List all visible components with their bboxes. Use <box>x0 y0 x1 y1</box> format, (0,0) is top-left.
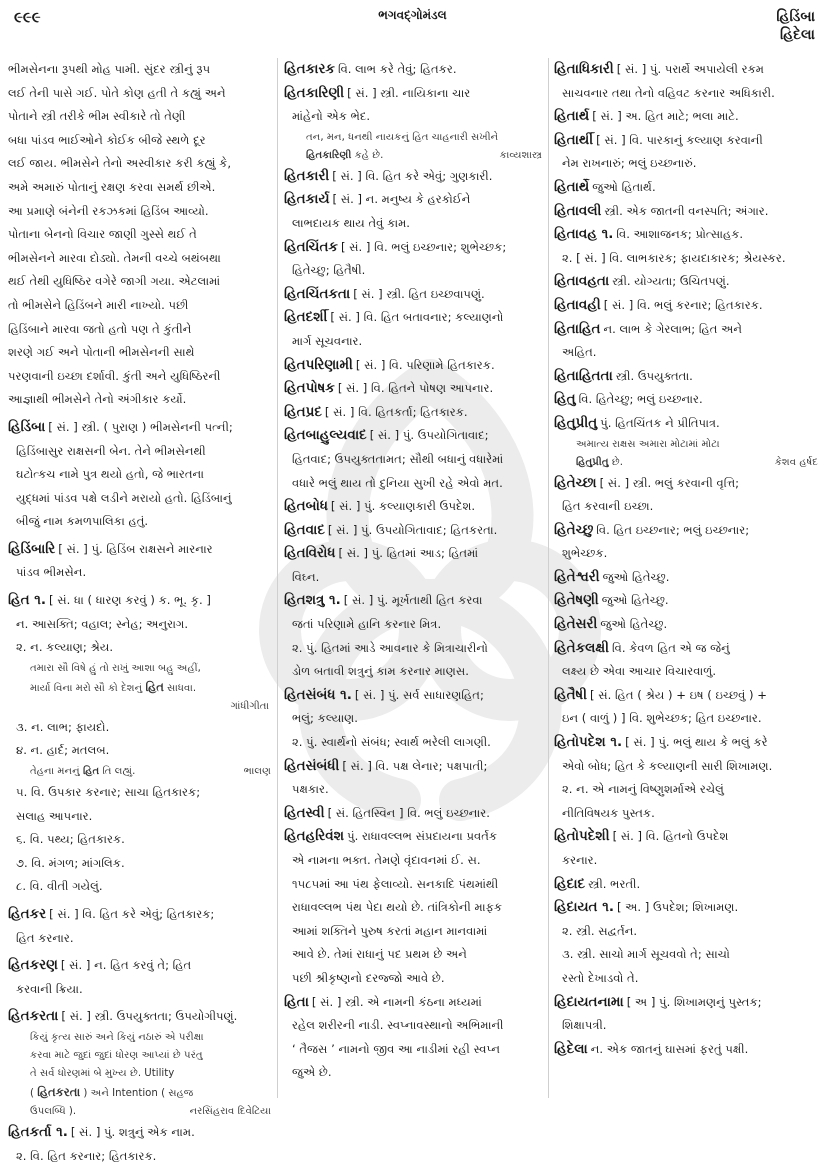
headword: હિતસ્વી <box>284 804 325 821</box>
continued-text-line: શરણે ગઈ અને પોતાની ભીમસેનની સાથે <box>8 345 195 360</box>
guide-word-last: હિદેલા <box>780 27 815 43</box>
headword: હિતદર્શી <box>284 309 328 326</box>
headword: હિતપ્રદ <box>284 403 322 420</box>
definition-text: [ સં. ] અ. હિત માટે; ભલા માટે. <box>592 109 739 124</box>
definition-text: [ સં. ] પું. કલ્યાણકારી ઉપદેશ. <box>330 499 476 514</box>
definition-line: ભલું; કલ્યાણ. <box>292 711 358 726</box>
headword: હિતાવહ ૧. <box>554 226 614 243</box>
definition-text: [ અ ] પું. શિખામણનું પુસ્તક; <box>626 994 762 1009</box>
page-header <box>0 0 825 52</box>
definition-line: ૨. પું. હિતમાં આડે આવનાર કે મિત્રાચારીનો <box>292 640 488 655</box>
dictionary-entry <box>554 519 818 543</box>
definition-line: સલાહ આપનાર. <box>16 808 93 823</box>
running-title: ભગવદ્ગોમંડલ <box>378 8 447 22</box>
quotation-text-after: કહે છે. <box>351 149 384 161</box>
quotation-line <box>284 129 542 147</box>
continued-text-line: આજ્ઞાથી ભીમસેને તેનો અંગીકાર કર્યો. <box>8 392 187 407</box>
definition-line: હિતવાદ; ઉપયુક્તતામત; સૌથી બધાનું વધારેમાં <box>292 451 504 466</box>
definition-text: [ સં. ] પું. ઉપયોગિતાવાદ; <box>369 428 489 443</box>
dictionary-entry <box>284 424 542 448</box>
continued-text-line: પોતાને સ્ત્રી તરીકે ભીમ સ્વીકારે તો તેણી <box>8 109 186 124</box>
definition-line: ૨. વિ. હિત કરનાર; હિતકારક. <box>16 1148 157 1163</box>
quotation-text-after: તિ લહ્યું. <box>99 766 136 778</box>
definition-text: [ સં. ] વિ. હિતકર્તા; હિતકારક. <box>324 404 468 419</box>
headword: હિતપરિણામી <box>284 356 353 373</box>
dictionary-entry <box>554 896 818 920</box>
citation-source: ગાંધીગીતા <box>230 700 269 712</box>
quotation-line <box>8 1065 271 1083</box>
dictionary-entry <box>554 613 818 637</box>
headword: હિતેકલક્ષી <box>554 639 609 656</box>
definition-text: [ સં. ] વિ. હિતનો ઉપદેશ <box>612 829 729 844</box>
definition-line: રાધાવલ્લભ પંથ પેદા થયો છે. તાંત્રિકોની માફક <box>292 900 503 915</box>
dictionary-entry <box>554 176 818 200</box>
definition-line: ૨. [ સં. ] વિ. લાભકારક; ફાયદાકારક; શ્રેયસ્કર. <box>562 250 786 265</box>
quotation-line <box>8 678 271 698</box>
quotation-text: ઉપલબ્ધિ ). <box>30 1105 77 1117</box>
headword: હિતુ <box>554 391 576 408</box>
dictionary-entry <box>284 82 542 106</box>
definition-text: [ સં. ] પું. પરાર્થે અપાયેલી રકમ <box>616 62 764 76</box>
headword: હિતાધિકારી <box>554 61 614 77</box>
definition-text: વિ. આશાજનક; પ્રોત્સાહક. <box>616 227 744 242</box>
headword: હિડિંબા <box>8 418 46 435</box>
definition-line: પછી શ્રીકૃષ્ણનો દરજ્જો આવે છે. <box>292 970 445 985</box>
definition-line: રસ્તો દેખાડવો તે. <box>562 970 639 985</box>
definition-line: ૩. સ્ત્રી. સાચો માર્ગ સૂચવવો તે; સાચો <box>562 947 730 962</box>
definition-text: [ સં. ] પું. હિતમાં આડ; હિતમાં <box>338 546 479 561</box>
dictionary-entry <box>554 472 818 496</box>
definition-text: [ સં. ] પું. ભલું થાય કે ભલું કરે <box>625 735 768 750</box>
quoted-headword: હિતુપ્રીતુ <box>576 456 609 468</box>
continued-text-line: ભીમસેનના રૂપથી મોહ પામી. સુંદર સ્ત્રીનું રૂપ <box>8 62 211 76</box>
dictionary-entry <box>554 129 818 153</box>
dictionary-entry <box>554 270 818 294</box>
quoted-headword: હિત <box>82 766 100 778</box>
headword: હિતચિંતકતા <box>284 285 351 302</box>
headword: હિતકારિણી <box>284 84 345 101</box>
definition-line: ડોળ બતાવી શત્રુનું કામ કરનાર માણસ. <box>292 664 469 679</box>
definition-line: માંહેનો એક ભેદ. <box>292 109 371 124</box>
definition-line: વિઘ્ન. <box>292 569 320 584</box>
headword: હિતકરણ <box>8 957 58 974</box>
headword: હિતેષણી <box>554 592 599 609</box>
headword: હિતાવહતા <box>554 273 610 290</box>
definition-line: આમાં શક્તિને પુરુષ કરતાં મહાન માનવામાં <box>292 923 488 938</box>
definition-line: પાંડવ ભીમસેન. <box>16 565 87 580</box>
dictionary-entry <box>284 684 542 708</box>
quotation-with-citation <box>554 454 818 472</box>
headword: હિત ૧. <box>8 592 47 609</box>
dictionary-entry <box>284 306 542 330</box>
definition-line: હિત કરવાની ઇચ્છા. <box>562 499 654 514</box>
definition-line: ૫. વિ. ઉપકાર કરનાર; સાચા હિતકારક; <box>16 785 201 800</box>
dictionary-entry <box>284 755 542 779</box>
continued-text-line: લઈ તેની પાસે ગઈ. પોતે કોણ હતી તે કહ્યું અને <box>8 85 226 100</box>
dictionary-entry <box>284 991 542 1015</box>
quotation-line <box>554 436 818 454</box>
definition-line: એ નામના ભક્ત. તેમણે વૃંદાવનમાં ઈ. સ. <box>292 853 481 867</box>
quotation-with-citation <box>8 763 271 781</box>
quotation-text: તે સર્વ ધોરણમાં બે મુખ્ય છે. Utility <box>30 1067 175 1079</box>
headword: હિદાયતનામા <box>554 993 624 1010</box>
definition-line: લક્ષ્ય છે એવા આચાર વિચારવાળું. <box>562 664 717 679</box>
definition-line: વધારે ભલું થાય તો દુનિયા સુખી રહે એવો મત. <box>292 475 503 490</box>
headword: હિતેચ્છા <box>554 474 597 491</box>
definition-line: ૨. ન. કલ્યાણ; શ્રેય. <box>16 640 114 655</box>
dictionary-entry <box>554 388 818 412</box>
definition-text: [ સં. હિતસ્વિન ] વિ. ભલું ઇચ્છનાર. <box>327 805 490 820</box>
quotation-line <box>576 454 623 472</box>
continued-text-line: લઈ જાય. ભીમસેને તેનો અસ્વીકાર કરી કહ્યું કે, <box>8 156 232 171</box>
definition-text: [ સં. ] વિ. પરિણામે હિતકારક. <box>355 357 495 372</box>
headword: હિતબાહુલ્યવાદ <box>284 427 367 444</box>
dictionary-entry <box>554 1038 818 1062</box>
dictionary-entry <box>554 318 818 342</box>
page-number: ૯૯૯ <box>14 8 41 26</box>
headword: હિતબોધ <box>284 498 328 515</box>
definition-text: [ સં. ] સ્ત્રી. એ નામની કંઠના મધ્યમાં <box>311 994 482 1009</box>
citation-source: કાવ્યશાસ્ત્ર <box>499 149 542 161</box>
definition-line: હિડિંબાસુર રાક્ષસની બેન. તેને ભીમસેનથી <box>16 443 206 458</box>
definition-line: ૭. વિ. મંગળ; માંગલિક. <box>16 855 125 870</box>
headword: હિતાહિતતા <box>554 367 613 384</box>
dictionary-entry <box>554 566 818 590</box>
definition-line: ૮. વિ. વીતી ગયેલું. <box>16 879 103 894</box>
quotation-text: તમારા સૌ વિષે હું તો રાખું આશા બહુ અહીં, <box>30 662 201 674</box>
headword: હિતા <box>284 993 309 1010</box>
quotation-line <box>30 1103 76 1121</box>
dictionary-entry <box>8 538 271 562</box>
definition-line: હિતેચ્છુ; હિતૈષી. <box>292 263 366 278</box>
column-right <box>554 58 818 1108</box>
dictionary-entry <box>284 802 542 826</box>
definition-line: નેમ રાખનારું; ભલું ઇચ્છનારું. <box>562 156 697 171</box>
definition-line: ઇન ( વાળું ) ] વિ. શુભેચ્છક; હિત ઇચ્છનાર. <box>562 711 762 726</box>
quoted-headword: હિતકરતા <box>37 1084 81 1099</box>
dictionary-entry <box>8 954 271 978</box>
headword: હિતવિરોધ <box>284 545 336 562</box>
definition-text: [ સં. ] વિ. હિત કરે એવું; હિતકારક; <box>49 907 215 921</box>
definition-text: [ સં. ] સ્ત્રી. હિત ઇચ્છવાપણું. <box>353 286 485 301</box>
definition-line: સાચવનાર તથા તેનો વહિવટ કરનાર અધિકારી. <box>562 85 775 100</box>
definition-text: [ સં. હિત ( શ્રેય ) + ઇષ ( ઇચ્છવું ) + <box>590 687 767 702</box>
definition-text: ન. એક જાતનું ઘાસમાં ફરતું પક્ષી. <box>590 1041 749 1056</box>
dictionary-entry <box>8 1121 271 1145</box>
definition-line: શિક્ષાપત્રી. <box>562 1018 607 1033</box>
headword: હિતુપ્રીતુ <box>554 414 598 431</box>
dictionary-entry <box>554 684 818 708</box>
definition-text: [ સં. ધા ( ધારણ કરવું ) ક. ભૂ. કૃ. ] <box>49 593 211 608</box>
definition-text: [ સં. ] વિ. પારકાનું કલ્યાણ કરવાની <box>596 132 763 147</box>
definition-text: જુઓ હિતેચ્છુ. <box>601 593 669 608</box>
headword: હિતકરતા <box>8 1008 59 1025</box>
headword: હિતહરિવંશ <box>284 828 345 845</box>
column-left <box>8 58 271 1163</box>
dictionary-entry <box>284 236 542 260</box>
definition-text: [ સં. ] પું. મૂર્ખતાથી હિત કરવા <box>343 593 483 608</box>
dictionary-entry <box>554 223 818 247</box>
definition-line: અહિત. <box>562 345 597 360</box>
headword: હિતાવહી <box>554 296 601 313</box>
headword: હિતાર્થે <box>554 178 590 195</box>
definition-line: બીજું નામ કમળપાલિકા હતું. <box>16 514 149 529</box>
continued-text-line: થઈ તેથી યુધિષ્ઠિર વગેરે જાગી ગયા. એટલામાં <box>8 274 221 289</box>
definition-line: ૨. સ્ત્રી. સદ્વર્તન. <box>562 923 638 938</box>
headword: હિતાર્થ <box>554 108 590 125</box>
quotation-text: ( <box>30 1087 34 1099</box>
definition-text: વિ. કેવળ હિત એ જ જેનું <box>612 640 730 655</box>
definition-line: લાભદાયક થાય તેવું કામ. <box>292 215 410 230</box>
quotation-line <box>8 660 271 678</box>
definition-line: યુદ્ધમાં પાંડવ પક્ષે લડીને મરાયો હતો. હિડિંબાનું <box>16 490 232 505</box>
dictionary-entry <box>284 354 542 378</box>
definition-line: જતાં પરિણામે હાનિ કરનાર મિત્ર. <box>292 617 442 632</box>
definition-text: જુઓ હિતેચ્છુ. <box>602 569 670 584</box>
definition-text: [ સં. ] ન. હિત કરવું તે; હિત <box>60 958 192 973</box>
dictionary-entry <box>284 58 542 82</box>
definition-line: ૩. ન. લાભ; ફાયદો. <box>16 719 110 734</box>
dictionary-entry <box>554 412 818 436</box>
citation-source: કેશવ હર્ષદ <box>774 456 818 468</box>
headword: હિતેચ્છુ <box>554 521 594 538</box>
headword: હિદાયત ૧. <box>554 899 614 916</box>
definition-text: ન. લાભ કે ગેરલાભ; હિત અને <box>603 321 742 336</box>
headword: હિતસંબંધી <box>284 757 340 774</box>
definition-text: વિ. લાભ કરે તેવું; હિતકર. <box>337 62 457 76</box>
dictionary-entry <box>284 589 542 613</box>
definition-text: [ સં. ] વિ. હિત બતાવનાર; કલ્યાણનો <box>330 310 504 325</box>
headword: હિતશત્રુ ૧. <box>284 592 341 609</box>
dictionary-entry <box>554 365 818 389</box>
headword: હિતકારક <box>284 61 335 77</box>
definition-text: [ સં. ] વિ. હિત કરે એવું; ગુણકારી. <box>332 168 493 183</box>
dictionary-entry <box>8 416 271 440</box>
headword: હિતકારી <box>284 167 330 184</box>
headword: હિતેસરી <box>554 616 598 633</box>
headword: હિદેલા <box>554 1040 588 1057</box>
definition-text: [ સં. ] વિ. પક્ષ લેનાર; પક્ષપાતી; <box>342 758 488 773</box>
definition-line: ‘ તૈજસ ’ નામનો જીવ આ નાડીમાં રહી સ્વપ્ન <box>292 1041 500 1056</box>
quotation-text-after: છે. <box>608 456 623 468</box>
headword: હિતવાદ <box>284 521 325 538</box>
definition-text: સ્ત્રી. યોગ્યતા; ઉચિતપણું. <box>612 274 730 289</box>
definition-text: [ સં. ] પું. હિડિંબ રાક્ષસને મારનાર <box>58 541 213 556</box>
dictionary-entry <box>554 58 818 82</box>
dictionary-entry <box>8 589 271 613</box>
headword: હિતાર્થી <box>554 131 594 148</box>
definition-text: [ સં. ] સ્ત્રી. નાયિકાના ચાર <box>347 85 471 100</box>
dictionary-entry <box>554 731 818 755</box>
headword: હિતકર્તા ૧. <box>8 1123 68 1140</box>
dictionary-entry <box>554 637 818 661</box>
dictionary-entry <box>554 991 818 1015</box>
definition-text: વિ. હિત ઇચ્છનાર; ભલું ઇચ્છનાર; <box>596 522 750 537</box>
quotation-with-citation <box>284 147 542 165</box>
definition-text: પું. રાધાવલ્લભ સંપ્રદાયના પ્રવર્તક <box>347 829 498 844</box>
quotation-text-after: ) અને Intention ( સહજ <box>80 1087 194 1099</box>
dictionary-entry <box>554 200 818 224</box>
dictionary-entry <box>554 873 818 897</box>
dictionary-entry <box>284 542 542 566</box>
quotation-text: તેહના મનનું <box>30 766 80 778</box>
guide-word-first: હિડિંબા <box>776 9 815 25</box>
definition-text: જુઓ હિતાર્થ. <box>592 179 656 194</box>
quotation-text: તન, મન, ધનથી નાયકનું હિત ચાહનારી સખીને <box>306 131 499 143</box>
continued-text-line: પરણવાની ઇચ્છા દર્શાવી. કુંતી અને યુધિષ્ઠિરની <box>8 368 221 383</box>
definition-line: ન. આસક્તિ; વહાલ; સ્નેહ; અનુરાગ. <box>16 616 189 631</box>
dictionary-entry <box>554 589 818 613</box>
continued-text-line: બધા પાંડવ ભાઈઓને કોઈક બીજે સ્થળે દૂર <box>8 132 206 147</box>
definition-line: ઘટોત્કચ નામે પુત્ર થયો હતો, જે ભારતના <box>16 467 204 482</box>
quoted-headword: હિત <box>145 679 164 694</box>
dictionary-entry <box>284 519 542 543</box>
continued-text-line: હિડિંબાને મારવા જતો હતો પણ તે કુંતીને <box>8 321 192 336</box>
dictionary-entry <box>284 825 542 849</box>
headword: હિતાહિત <box>554 320 601 337</box>
quotation-line <box>8 1029 271 1047</box>
quotation-line <box>306 147 383 165</box>
quotation-line <box>8 1083 271 1103</box>
headword: હિતચિંતક <box>284 238 338 255</box>
dictionary-entry <box>554 105 818 129</box>
dictionary-entry <box>284 165 542 189</box>
dictionary-entry <box>284 188 542 212</box>
quotation-text: માર્યા વિના મરો સૌ કો દેશનું <box>30 682 143 694</box>
continued-text-line: તો ભીમસેને હિડિંબને મારી નાખ્યો. પછી <box>8 297 189 312</box>
definition-text: [ સં. ] વિ. હિતને પોષણ આપનાર. <box>337 381 494 396</box>
dictionary-entry <box>554 294 818 318</box>
continued-text-line: પોતાના બેનનો વિચાર જાણી ગુસ્સે થઈ તે <box>8 227 197 242</box>
quotation-line <box>30 763 135 781</box>
quotation-line <box>8 1047 271 1065</box>
definition-text: [ સં. ] સ્ત્રી. ભલું કરવાની વૃત્તિ; <box>599 475 740 490</box>
definition-line: હિત કરનાર. <box>16 930 74 945</box>
definition-text: [ સં. ] પું. શત્રુનું એક નામ. <box>70 1124 195 1139</box>
dictionary-entry <box>8 903 271 927</box>
dictionary-columns <box>0 58 825 1163</box>
definition-text: [ સં. ] વિ. ભલું કરનાર; હિતકારક. <box>603 297 763 312</box>
definition-text: વિ. હિતેચ્છુ; ભલું ઇચ્છનાર. <box>578 392 703 407</box>
headword: હિતપોષક <box>284 380 335 397</box>
quotation-text: અમાત્ય રાક્ષસ અમારા મોટામાં મોટા <box>576 438 720 450</box>
definition-line: જુએ છે. <box>292 1065 332 1080</box>
citation-source: ભાલણ <box>243 766 271 778</box>
definition-line: પક્ષકાર. <box>292 782 329 797</box>
dictionary-entry <box>284 283 542 307</box>
quotation-text: કરવા માટે જુદાં જુદાં ધોરણ આપ્યાં છે પરંતુ <box>30 1049 203 1061</box>
headword: હિતૈષી <box>554 686 588 703</box>
definition-line: એવો બોધ; હિત કે કલ્યાણની સારી શિખામણ. <box>562 758 773 773</box>
dictionary-entry <box>284 495 542 519</box>
continued-text-line: ભીમસેનને મારવા દોડ્યો. તેમની વચ્ચે બથંબથા <box>8 250 221 265</box>
definition-line: શુભેચ્છક. <box>562 546 608 561</box>
dictionary-entry <box>284 401 542 425</box>
headword: હિતાવલી <box>554 202 602 219</box>
definition-text: સ્ત્રી. એક જાતની વનસ્પતિ; અંગાર. <box>604 203 769 218</box>
dictionary-entry <box>284 377 542 401</box>
citation-source: નરસિંહરાવ દિવેટિયા <box>189 1105 271 1117</box>
definition-text: [ સં. ] વિ. ભલું ઇચ્છનાર; શુભેચ્છક; <box>340 239 507 254</box>
definition-line: ૨. ન. એ નામનું વિષ્ણુશર્માએ રચેલું <box>562 782 724 797</box>
definition-text: [ સં. ] સ્ત્રી. ઉપયુક્તતા; ઉપયોગીપણું. <box>61 1009 238 1024</box>
definition-text: જુઓ હિતેચ્છુ. <box>600 617 668 632</box>
headword: હિતોપદેશ ૧. <box>554 734 623 751</box>
definition-line: રહેલ શરીરની નાડી. સ્વપ્નાવસ્થાનો અભિમાની <box>292 1018 504 1033</box>
dictionary-entry <box>8 1005 271 1029</box>
quoted-headword: હિતકારિણી <box>306 149 352 161</box>
definition-text: [ સં. ] પું. સર્વ સાધારણહિત; <box>354 687 484 702</box>
definition-line: ૨. પું. સ્વાર્થનો સંબંધ; સ્વાર્થ ભરેલી લાગણી. <box>292 735 491 750</box>
definition-line: ૪. ન. હાર્દ; મતલબ. <box>16 743 110 758</box>
continued-text-line: આ પ્રમાણે બંનેની રકઝકમાં હિડિંબ આવ્યો. <box>8 203 209 218</box>
definition-line: ૬. વિ. પથ્ય; હિતકારક. <box>16 832 125 847</box>
definition-line: માર્ગ સૂચવનાર. <box>292 333 363 348</box>
definition-line: આવે છે. તેમાં રાધાનું પદ પ્રથમ છે અને <box>292 947 467 962</box>
headword: હિતકર <box>8 906 47 922</box>
headword: હિડિંબારિ <box>8 540 56 557</box>
headword: હિતેશ્વરી <box>554 568 600 585</box>
column-middle <box>284 58 542 1108</box>
quotation-text-after: સાધવા. <box>163 682 197 694</box>
definition-text: [ અ. ] ઉપદેશ; શિખામણ. <box>616 900 739 915</box>
headword: હિતોપદેશી <box>554 828 610 845</box>
headword: હિતસંબંધ ૧. <box>284 686 352 703</box>
headword: હિતકાર્ય <box>284 191 330 208</box>
definition-text: સ્ત્રી. ભરતી. <box>588 876 641 891</box>
definition-line: કરવાની ક્રિયા. <box>16 981 83 996</box>
definition-line: નીતિવિષયક પુસ્તક. <box>562 805 655 820</box>
headword: હિદાદ <box>554 875 586 892</box>
definition-text: [ સં. ] પું. ઉપયોગિતાવાદ; હિતકરતા. <box>327 522 498 537</box>
definition-text: પું. હિતચિંતક ને પ્રીતિપાત્ર. <box>600 415 720 430</box>
dictionary-entry <box>554 825 818 849</box>
definition-line: કરનાર. <box>562 853 598 867</box>
definition-text: [ સં. ] ન. મનુષ્ય કે હરકોઈને <box>332 192 471 207</box>
definition-text: સ્ત્રી. ઉપયુક્તતા. <box>615 368 693 383</box>
definition-text: [ સં. ] સ્ત્રી. ( પુરાણ ) ભીમસેનની પત્ની; <box>48 419 233 434</box>
continued-text-line: અમે અમારું પોતાનું રક્ષણ કરવા સમર્થ છીએ. <box>8 179 216 194</box>
quotation-text: કિયું કૃત્ય સારું અને કિયું નઠારું એ પરીક્ષા <box>30 1031 204 1043</box>
definition-line: ૧૫૮૫માં આ પંથ ફેલાવ્યો. સનકાદિ પંથમાંથી <box>292 876 499 891</box>
guide-words <box>776 8 815 44</box>
quotation-with-citation <box>8 1103 271 1121</box>
